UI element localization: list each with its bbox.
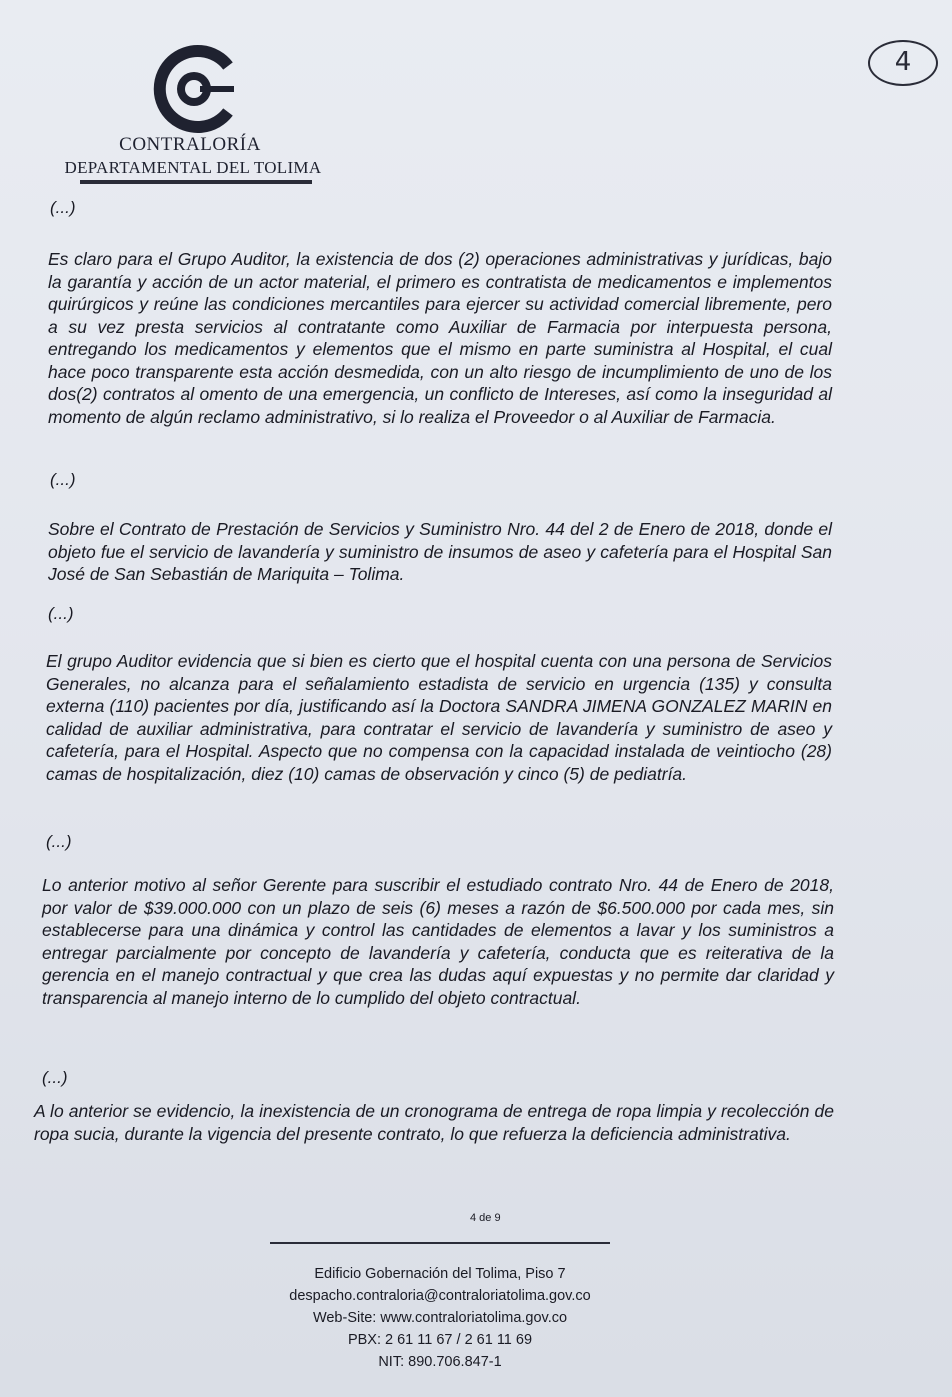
paragraph-1: Es claro para el Grupo Auditor, la existencia de dos (2) operaciones administrativas y jurídicas, bajo la garantía y acción de un actor material, el primero es contratista de medicamentos e implementos quirúrgicos y reúne las condiciones mercantiles para ejercer su actividad comercial libremente, pero a su vez presta servicios al contratante como Auxiliar de Farmacia por interpuesta persona, entregando los medicamentos y elementos que el mismo en parte suministra al Hospital, el cual hace poco transparente esta acción desmedida, con un alto riesgo de incumplimiento de uno de los dos(2) contratos al omento de una emergencia, un conflicto de Intereses, así como la inseguridad al momento de algún reclamo administrativo, si lo realiza el Proveedor o al Auxiliar de Farmacia. xyxy=(48,249,832,427)
footer-nit: NIT: 890.706.847-1 xyxy=(378,1354,502,1370)
handwritten-page-mark: 4 xyxy=(868,40,938,86)
ellipsis-marker: (...) xyxy=(50,198,76,217)
ellipsis-marker: (...) xyxy=(42,1068,68,1087)
ellipsis-marker: (...) xyxy=(50,470,76,489)
org-name-line1: CONTRALORÍA xyxy=(119,134,261,155)
footer-website: Web-Site: www.contraloriatolima.gov.co xyxy=(312,1310,568,1326)
paragraph-2: Sobre el Contrato de Prestación de Servicios y Suministro Nro. 44 del 2 de Enero de 2018, donde el objeto fue el servicio de lavandería y suministro de insumos de aseo y cafetería para el Hospital San José de San Sebastián de Mariquita – Tolima. xyxy=(48,519,832,584)
org-name-line2: DEPARTAMENTAL DEL TOLIMA xyxy=(64,158,322,177)
page-number: 4 de 9 xyxy=(470,1212,501,1224)
paragraph-4: Lo anterior motivo al señor Gerente para suscribir el estudiado contrato Nro. 44 de Enero de 2018, por valor de $39.000.000 con un plazo de seis (6) meses a razón de $6.500.000 por cada mes, sin establecerse para una dinámica y control las cantidades de elementos a lavar y los suministros a entregar parcialmente por concepto de lavandería y cafetería, conducta que es reiterativa de la gerencia en el manejo contractual y que crea las dudas aquí expuestas y no permite dar claridad y transparencia al manejo interno de lo cumplido del objeto contractual. xyxy=(42,875,834,1008)
footer-phone: PBX: 2 61 11 67 / 2 61 11 69 xyxy=(347,1332,533,1348)
footer-email: despacho.contraloria@contraloriatolima.gov.co xyxy=(289,1288,591,1304)
footer-rule xyxy=(270,1242,610,1244)
ellipsis-marker: (...) xyxy=(46,832,72,851)
paragraph-3: El grupo Auditor evidencia que si bien es cierto que el hospital cuenta con una persona de Servicios Generales, no alcanza para el señalamiento estadista de servicio en urgencia (135) y consulta externa (110) pacientes por día, justificando así la Doctora SANDRA JIMENA GONZALEZ MARIN en calidad de auxiliar administrativa, para contratar el servicio de lavandería y suministro de aseo y cafetería, para el Hospital. Aspecto que no compensa con la capacidad instalada de veintiocho (28) camas de hospitalización, diez (10) camas de observación y cinco (5) de pediatría. xyxy=(46,651,832,784)
footer-address: Edificio Gobernación del Tolima, Piso 7 xyxy=(314,1266,566,1282)
ellipsis-marker: (...) xyxy=(48,604,74,623)
paragraph-5: A lo anterior se evidencio, la inexistencia de un cronograma de entrega de ropa limpia y recolección de ropa sucia, durante la vigencia del presente contrato, lo que refuerza la deficiencia administrativa. xyxy=(34,1101,834,1144)
contraloria-logo-icon xyxy=(150,44,240,134)
header-rule xyxy=(80,180,312,184)
